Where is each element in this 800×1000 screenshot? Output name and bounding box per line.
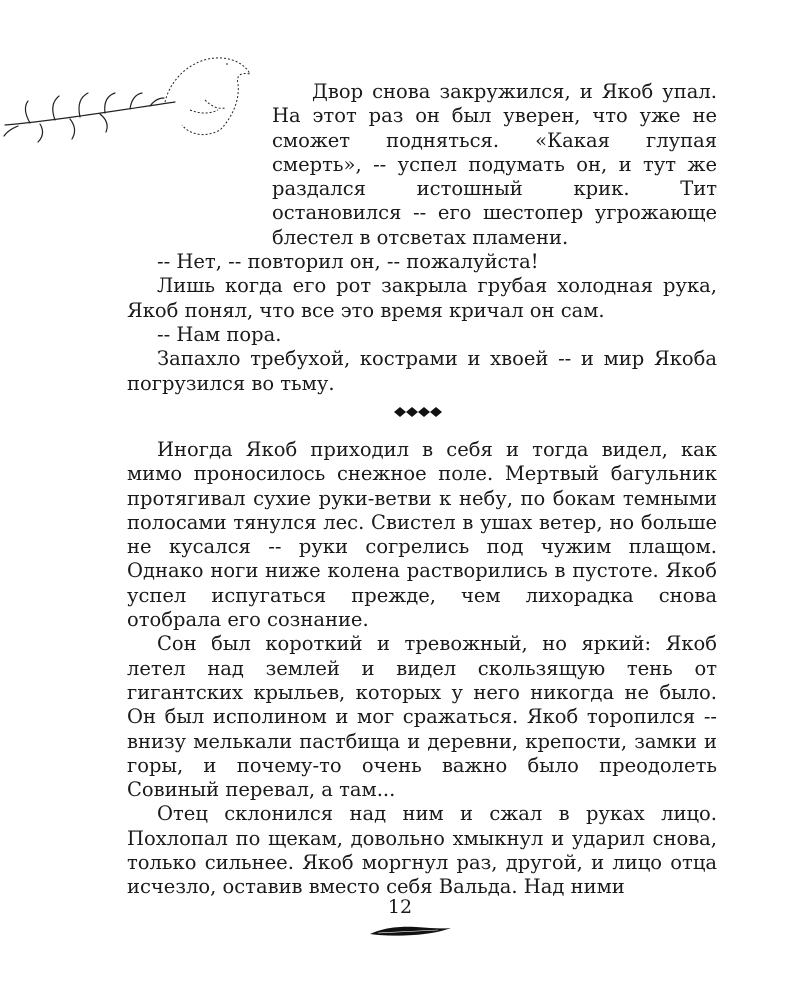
paragraph: Иногда Якоб приходил в себя и тогда видел, как мимо проносилось снежное поле. Мертвый багульник протягивал сухие руки-ветви к небу, по бокам темными полосами тянулся лес. Свистел в ушах ветер, но больше не кусался -- руки согрелись под чужим плащом. Однако ноги ниже колена растворились в пустоте. Якоб успел испугаться прежде, чем лихорадка снова отобрала его сознание. [127,438,717,632]
page-number: 12 [387,896,413,918]
paragraph: -- Нам пора. [157,322,282,346]
top-text-block [127,80,717,396]
paragraph: Сон был короткий и тревожный, но яркий: Якоб летел над землей и видел скользящую тень от гигантских крыльев, которых у него никогда не было. Он был исполином и мог сражаться. Якоб торопился -- внизу мелькали пастбища и деревни, крепости, замки и горы, и почему-то очень важно было преодолеть Совиный перевал, а там... [127,632,717,802]
diamond-divider-icon [388,405,448,419]
brush-stroke-ornament-icon [368,924,453,938]
paragraph: Отец склонился над ним и сжал в руках лицо. Похлопал по щекам, довольно хмыкнул и ударил снова, только сильнее. Якоб моргнул раз, другой, и лицо отца исчезло, оставив вместо себя Вальда. Над ними [127,802,717,899]
paragraph: Лишь когда его рот закрыла грубая холодная рука, Якоб понял, что все это время кричал он сам. [127,274,717,322]
paragraph: Запахло требухой, кострами и хвоей -- и мир Якоба погрузился во тьму. [127,347,717,395]
paragraph: -- Нет, -- повторил он, -- пожалуйста! [157,250,539,274]
bottom-text-block [127,438,717,900]
paragraph: Двор снова закружился, и Якоб упал. На этот раз он был уверен, что уже не сможет подняться. «Какая глупая смерть», -- успел подумать он, и тут же раздался истошный крик. Тит остановился -- его шестопер угрожающе блестел в отсветах пламени. [272,80,717,249]
